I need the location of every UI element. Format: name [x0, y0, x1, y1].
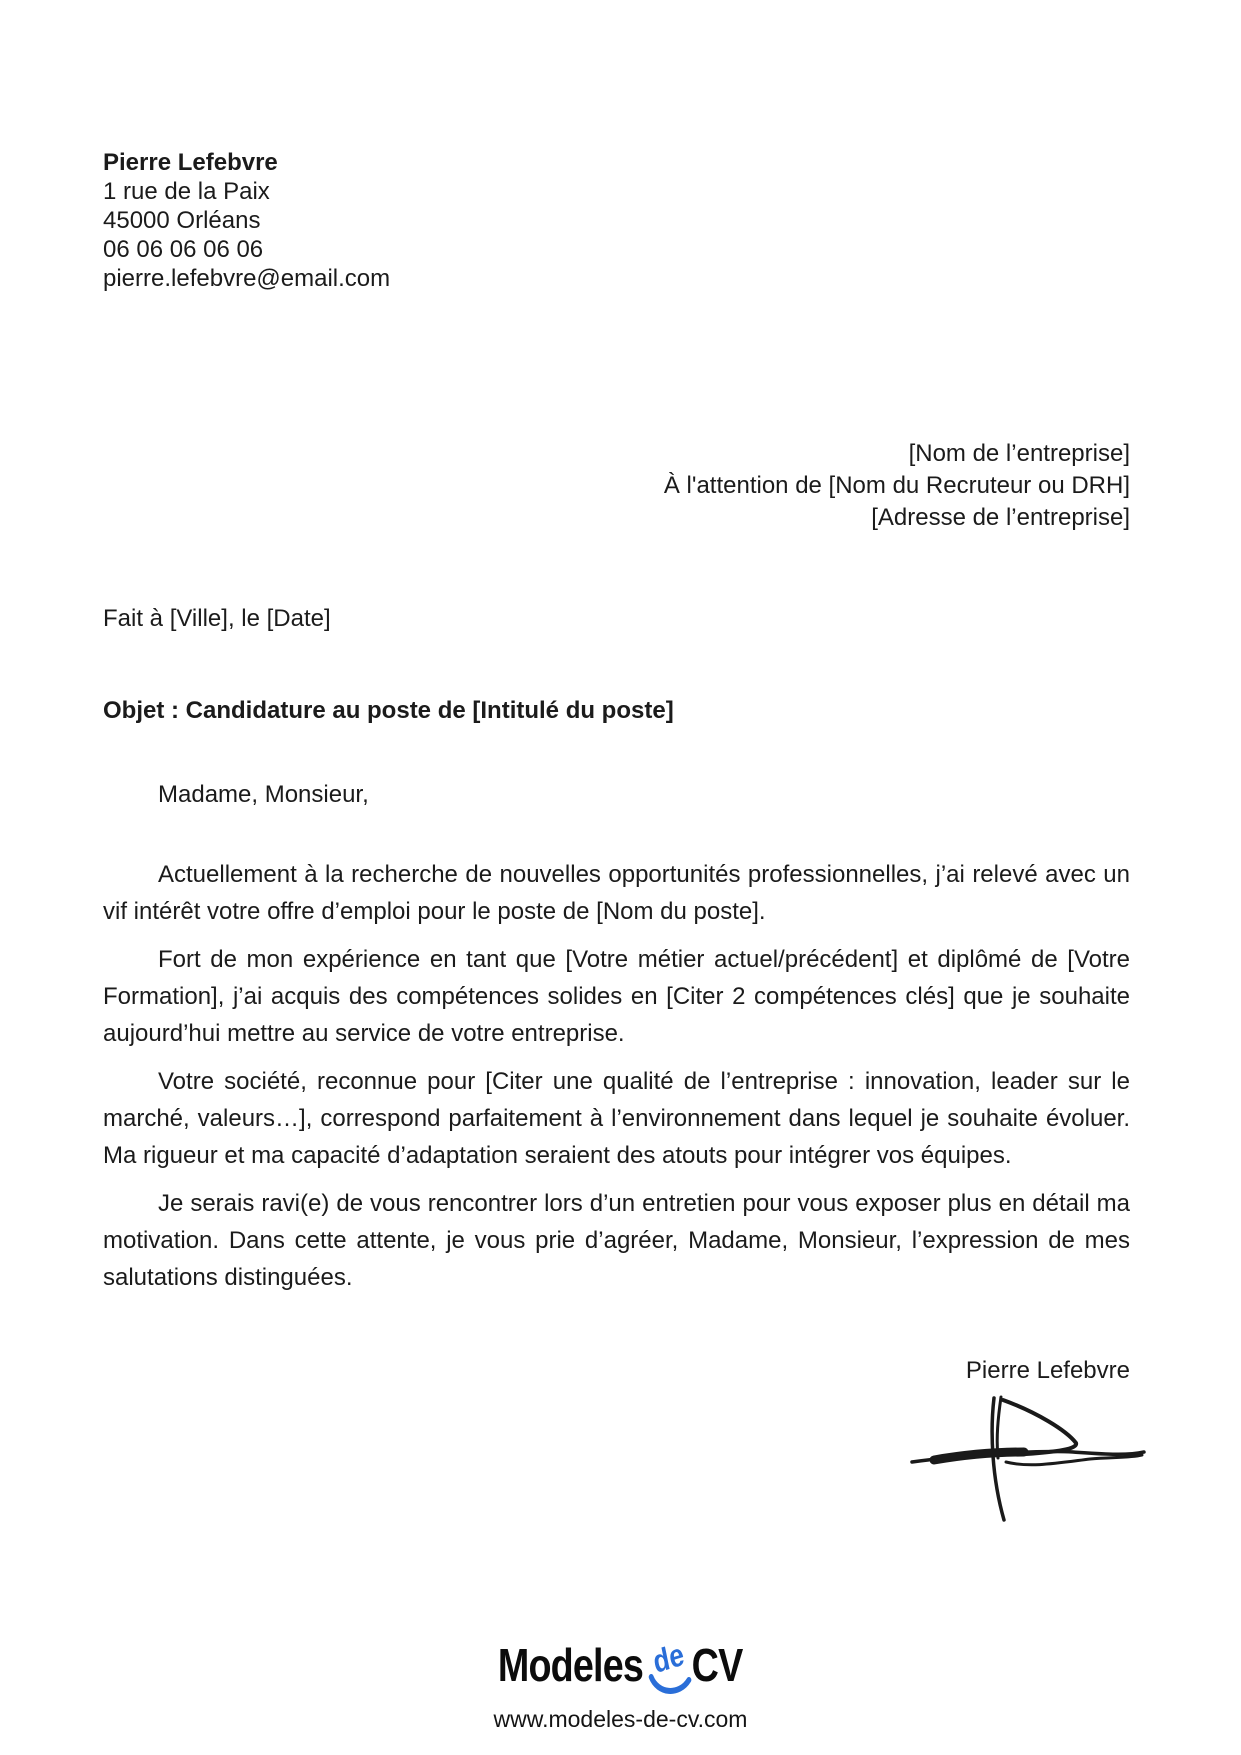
- logo-text-de: de: [650, 1635, 688, 1680]
- paragraph-closing: Je serais ravi(e) de vous rencontrer lors d’un entretien pour vous exposer plus en détail ma motivation. Dans cette attente, je vous prie d’agréer, Madame, Monsieur, l’expression de mes salutations distinguées.: [103, 1190, 1130, 1291]
- paragraph-intro: Actuellement à la recherche de nouvelles opportunités professionnelles, j’ai relevé avec un vif intérêt votre offre d’emploi pour le poste de [Nom du poste].: [103, 861, 1130, 925]
- sender-address-street: 1 rue de la Paix: [103, 178, 270, 205]
- footer-logo: [0, 1635, 1241, 1692]
- date-line: Fait à [Ville], le [Date]: [103, 605, 331, 632]
- sender-phone: 06 06 06 06 06: [103, 236, 264, 263]
- salutation: Madame, Monsieur,: [158, 781, 369, 808]
- signature-name: Pierre Lefebvre: [965, 1357, 1130, 1384]
- recipient-company: [Nom de l’entreprise]: [908, 440, 1130, 467]
- subject-line: Objet : Candidature au poste de [Intitulé du poste]: [103, 697, 674, 724]
- recipient-address: [Adresse de l’entreprise]: [871, 504, 1130, 531]
- paragraph-experience: Fort de mon expérience en tant que [Votre métier actuel/précédent] et diplômé de [Votre Formation], j’ai acquis des compétences solides en [Citer 2 compétences clés] que je souhaite aujourd’hui mettre au service de votre entreprise.: [103, 946, 1130, 1047]
- paragraph-company: Votre société, reconnue pour [Citer une qualité de l’entreprise : innovation, leader sur le marché, valeurs…], correspond parfaitement à l’environnement dans lequel je souhaite évoluer. Ma rigueur et ma capacité d’adaptation seraient des atouts pour intégrer vos équipes.: [103, 1068, 1130, 1169]
- recipient-block: [664, 438, 1130, 534]
- logo-modeles-de-cv: [498, 1635, 743, 1692]
- footer-website[interactable]: www.modeles-de-cv.com: [493, 1706, 748, 1732]
- logo-text-cv: CV: [692, 1639, 743, 1691]
- sender-address-city: 45000 Orléans: [103, 207, 261, 234]
- sender-email[interactable]: pierre.lefebvre@email.com: [103, 265, 391, 292]
- recipient-attention: À l'attention de [Nom du Recruteur ou DRH]: [663, 472, 1130, 499]
- letter-body: [103, 776, 1130, 1307]
- sender-name: Pierre Lefebvre: [103, 149, 278, 176]
- logo-smile-icon: [648, 1674, 696, 1698]
- logo-text-modeles: Modeles: [498, 1639, 644, 1691]
- handwritten-signature: [908, 1392, 1148, 1524]
- sender-block: [103, 148, 390, 293]
